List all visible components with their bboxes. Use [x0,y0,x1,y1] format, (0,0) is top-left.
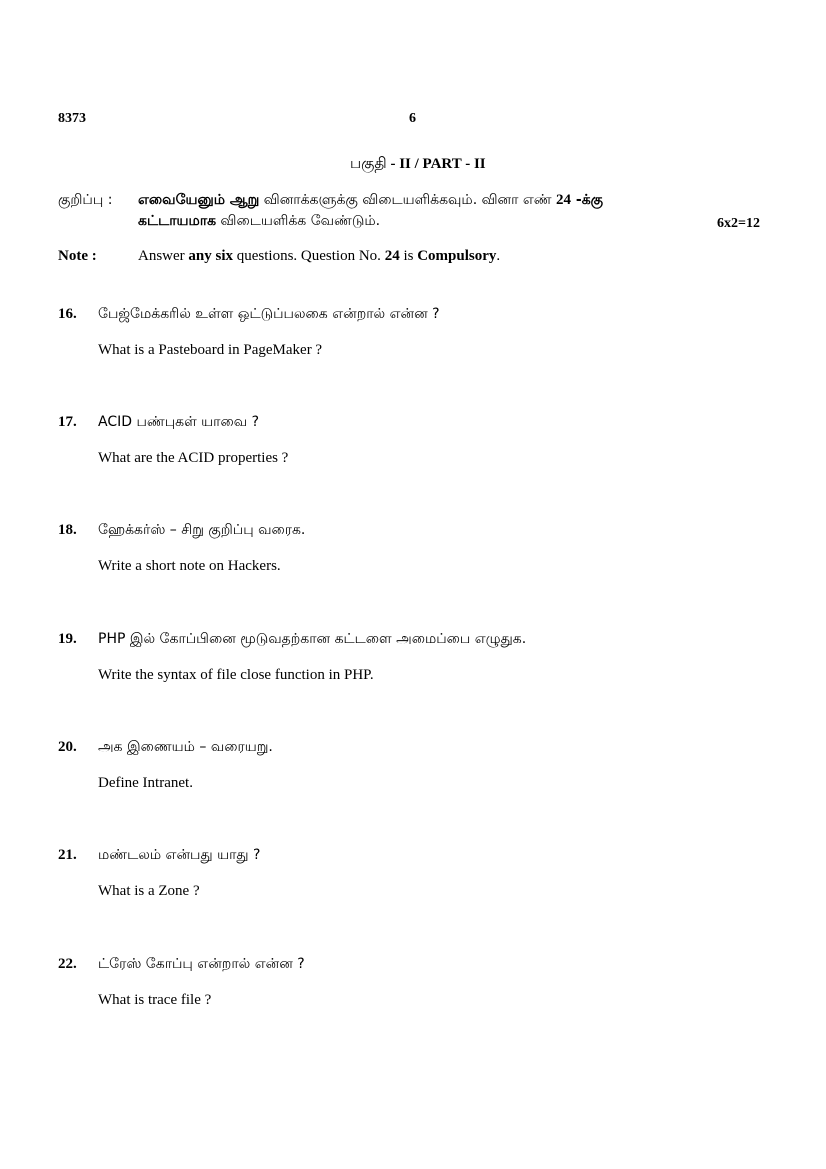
question-number: 18. [58,522,77,538]
note-text [138,248,500,265]
question-text-tamil: ஹேக்கர்ஸ் – சிறு குறிப்பு வரைக. [98,522,306,538]
section-title-tamil: பகுதி [350,154,387,172]
question-text-tamil: ட்ரேஸ் கோப்பு என்றால் என்ன ? [98,956,305,972]
question-text-tamil: அக இணையம் – வரையறு. [98,739,273,755]
question-text-english: What is trace file ? [98,992,212,1008]
question-text-english: What is a Pasteboard in PageMaker ? [98,342,323,358]
section-title-rest: - II / PART - II [386,156,486,172]
question-number: 20. [58,739,77,755]
marks-allocation: 6x2=12 [717,216,760,231]
question-text-tamil: மண்டலம் என்பது யாது ? [98,847,261,863]
question-number: 19. [58,631,77,647]
question-number: 22. [58,956,77,972]
page-number: 6 [409,111,416,126]
question-text-tamil: PHP இல் கோப்பினை மூடுவதற்கான கட்டளை அமைப்பை எழுதுக. [98,631,527,647]
note-compulsory: Compulsory [417,248,497,264]
question-text-english: Define Intranet. [98,775,193,791]
note-label: Note : [58,248,97,264]
note-mid: questions. Question No. [233,248,385,264]
note-any-six: any six [188,248,234,264]
question-number: 17. [58,414,77,430]
instruction-label: குறிப்பு : [58,192,113,208]
instruction-mid: வினாக்களுக்கு விடையளிக்கவும். வினா எண் [259,192,557,208]
question-number: 16. [58,306,77,322]
section-title [350,154,486,174]
question-text-english: Write the syntax of file close function in PHP. [98,667,374,683]
instruction-line-2-rest: விடையளிக்க வேண்டும். [216,213,381,229]
question-text-english: What are the ACID properties ? [98,450,289,466]
note-is: is [399,248,418,264]
question-text-tamil: பேஜ்மேக்கரில் உள்ள ஒட்டுப்பலகை என்றால் என்ன ? [98,306,440,322]
instruction-line-2 [138,213,380,231]
instruction-question-number: 24 [556,192,572,208]
question-text-english: What is a Zone ? [98,883,200,899]
question-text-english: Write a short note on Hackers. [98,558,281,574]
note-end: . [496,248,501,264]
instruction-bold-any-six: எவையேனும் ஆறு [138,192,260,208]
paper-code: 8373 [58,111,86,126]
instruction-end: -க்கு [571,192,604,208]
instruction-bold-compulsory: கட்டாயமாக [138,213,217,229]
note-pre: Answer [138,248,189,264]
question-number: 21. [58,847,77,863]
question-text-tamil: ACID பண்புகள் யாவை ? [98,414,259,430]
instruction-line-1 [138,192,603,210]
note-question-number: 24 [384,248,400,264]
